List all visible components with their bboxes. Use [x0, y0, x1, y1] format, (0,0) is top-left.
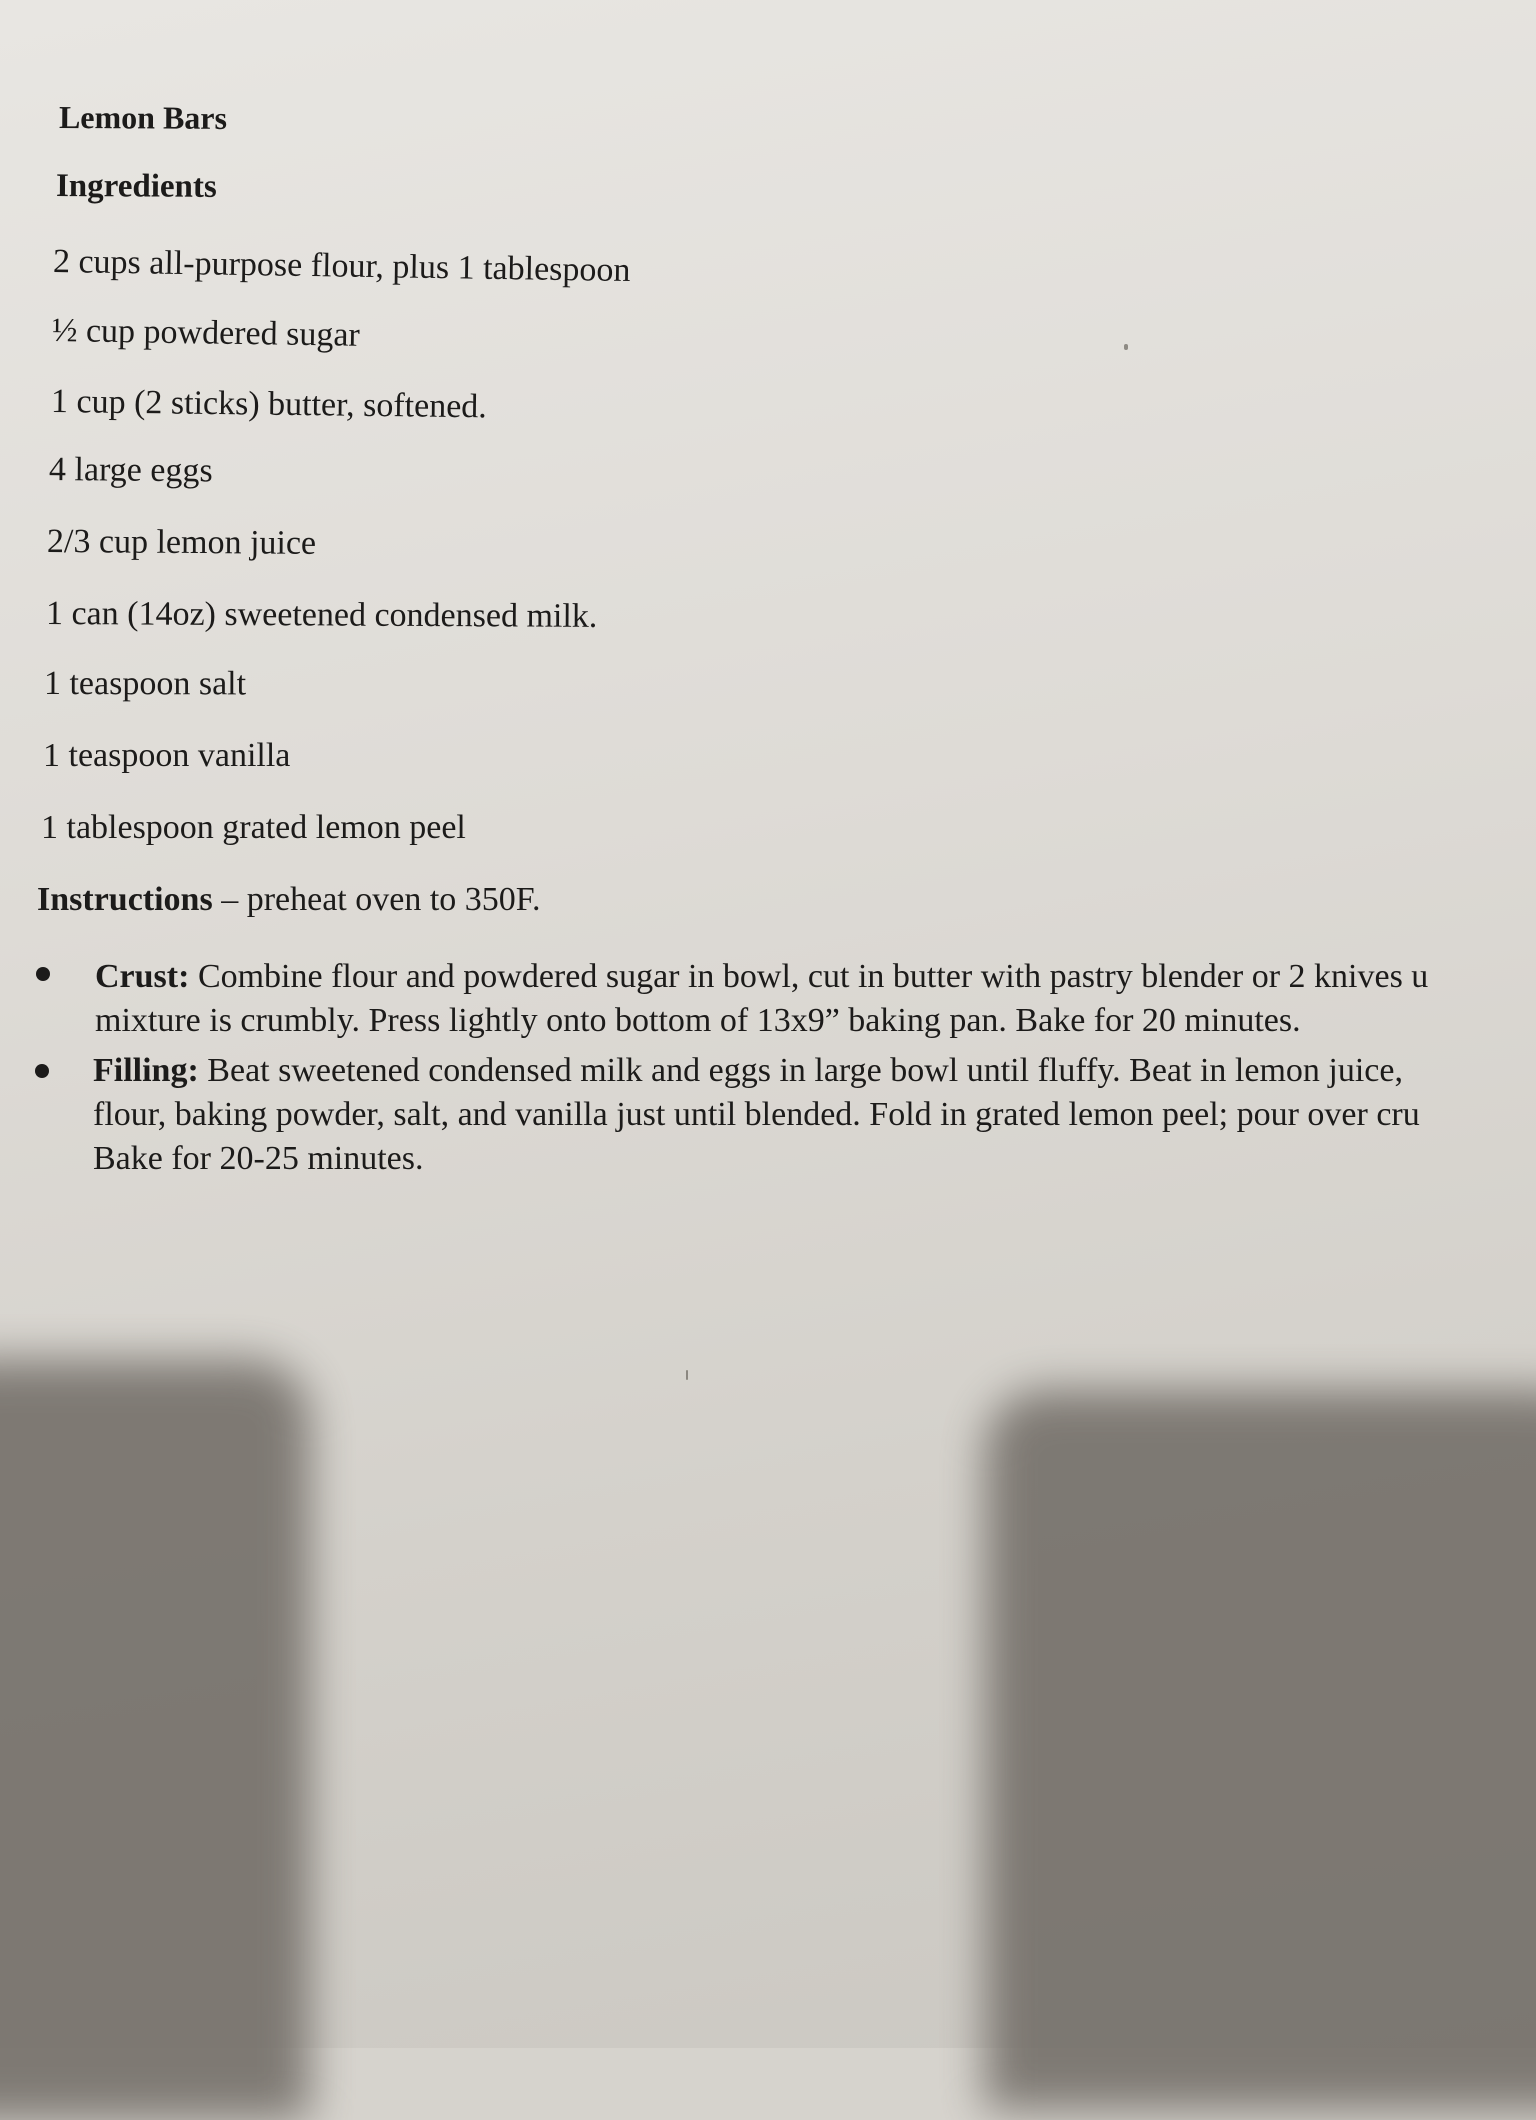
recipe-title: Lemon Bars [58, 99, 228, 136]
step-line [95, 955, 1428, 999]
step-line: Bake for 20-25 minutes. [93, 1140, 424, 1177]
ingredient-item: 1 teaspoon vanilla [43, 737, 291, 774]
ingredient-item: ½ cup powdered sugar [51, 312, 361, 354]
hand-shadow-left [0, 1360, 310, 2120]
ingredient-item: 2 cups all-purpose flour, plus 1 tablespoon [52, 243, 631, 290]
instructions-note: – preheat oven to 350F. [212, 881, 541, 918]
ingredient-item: 1 tablespoon grated lemon peel [41, 809, 466, 846]
instructions-line [37, 883, 540, 917]
ingredients-heading: Ingredients [55, 168, 217, 205]
instructions-heading: Instructions [37, 881, 213, 918]
ingredient-item: 1 can (14oz) sweetened condensed milk. [45, 595, 598, 635]
step-label: Filling: [93, 1052, 199, 1089]
step-text: Combine flour and powdered sugar in bowl, cut in butter with pastry blender or 2 knives u [189, 958, 1429, 995]
step-item-crust [95, 955, 1428, 1043]
paper-speck [1124, 344, 1128, 350]
ingredient-item: 1 cup (2 sticks) butter, softened. [50, 383, 488, 426]
step-item-filling [93, 1049, 1420, 1181]
paper-speck [686, 1370, 688, 1380]
step-text: Beat sweetened condensed milk and eggs in large bowl until fluffy. Beat in lemon juice, [198, 1052, 1403, 1089]
bullet-icon [35, 1064, 49, 1078]
step-label: Crust: [95, 958, 190, 995]
ingredient-item: 4 large eggs [48, 451, 213, 490]
step-line: flour, baking powder, salt, and vanilla just until blended. Fold in grated lemon peel; pour over cru [93, 1096, 1420, 1133]
hand-shadow-right [985, 1390, 1536, 2110]
bullet-icon [36, 967, 50, 981]
ingredient-item: 2/3 cup lemon juice [46, 523, 317, 562]
ingredient-item: 1 teaspoon salt [43, 665, 247, 703]
step-line [93, 1049, 1420, 1093]
step-line: mixture is crumbly. Press lightly onto bottom of 13x9” baking pan. Bake for 20 minutes. [95, 1002, 1301, 1039]
